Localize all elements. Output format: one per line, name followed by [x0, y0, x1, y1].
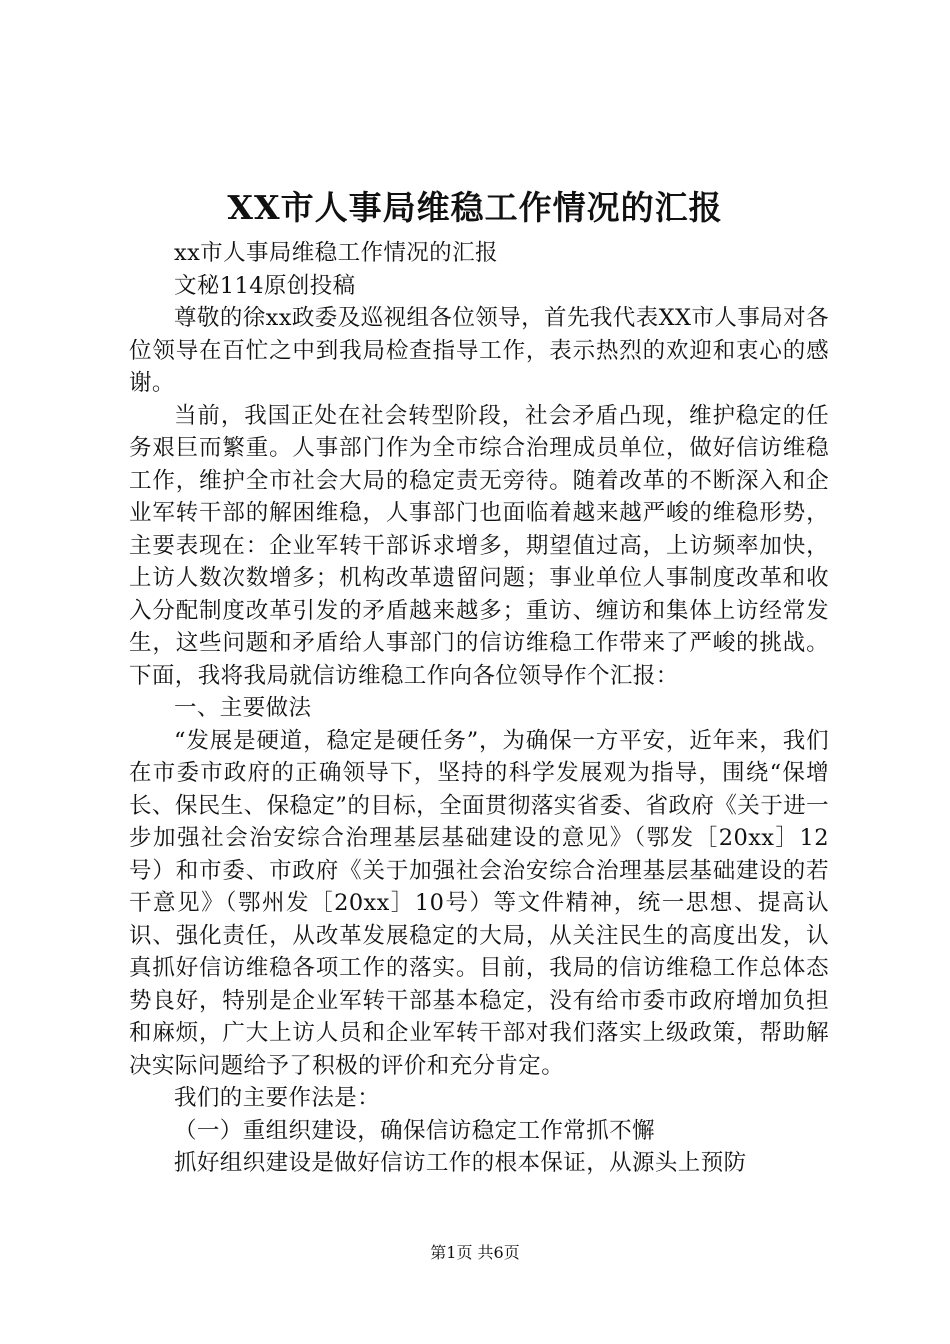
- section-heading: 一、主要做法: [174, 695, 312, 721]
- practice-paragraph: “发展是硬道，稳定是硬任务”，为确保一方平安，近年来，我们在市委市政府的正确领导下，坚持的科学发展观为指导，围绕“保增长、保民生、保稳定”的目标，全面贯彻落实省委、省政府《关于进一步加强社会治安综合治理基层基础建设的意见》（鄂发［20xx］12号）和市委、市政府《关于加强社会治安综合治理基层基础建设的若干意见》（鄂州发［20xx］10号）等文件精神，统一思想、提高认识、强化责任，从改革发展稳定的大局，从关注民生的高度出发，认真抓好信访维稳各项工作的落实。目前，我局的信访维稳工作总体态势良好，特别是企业军转干部基本稳定，没有给市委市政府增加负担和麻烦，广大上访人员和企业军转干部对我们落实上级政策，帮助解决实际问题给予了积极的评价和充分肯定。: [129, 727, 829, 1079]
- situation-paragraph: 当前，我国正处在社会转型阶段，社会矛盾凸现，维护稳定的任务艰巨而繁重。人事部门作为全市综合治理成员单位，做好信访维稳工作，维护全市社会大局的稳定责无旁待。随着改革的不断深入和企业军转干部的解困维稳，人事部门也面临着越来越严峻的维稳形势，主要表现在：企业军转干部诉求增多，期望值过高，上访频率加快，上访人数次数增多；机构改革遗留问题；事业单位人事制度改革和收入分配制度改革引发的矛盾越来越多；重访、缠访和集体上访经常发生，这些问题和矛盾给人事部门的信访维稳工作带来了严峻的挑战。下面，我将我局就信访维稳工作向各位领导作个汇报：: [129, 402, 829, 689]
- page-number-footer: 第1页 共6页: [430, 1243, 520, 1262]
- subtitle-paragraph: xx市人事局维稳工作情况的汇报: [174, 240, 498, 266]
- organization-paragraph: 抓好组织建设是做好信访工作的根本保证，从源头上预防: [174, 1150, 747, 1176]
- source-paragraph: 文秘114原创投稿: [174, 272, 356, 299]
- methods-intro-paragraph: 我们的主要作法是：: [174, 1085, 381, 1111]
- document-body: [129, 237, 829, 1180]
- document-title: XX市人事局维稳工作情况的汇报: [227, 188, 723, 227]
- greeting-paragraph: 尊敬的徐xx政委及巡视组各位领导，首先我代表XX市人事局对各位领导在百忙之中到我局检查指导工作，表示热烈的欢迎和衷心的感谢。: [129, 305, 829, 396]
- subsection-heading: （一）重组织建设，确保信访稳定工作常抓不懈: [174, 1117, 655, 1144]
